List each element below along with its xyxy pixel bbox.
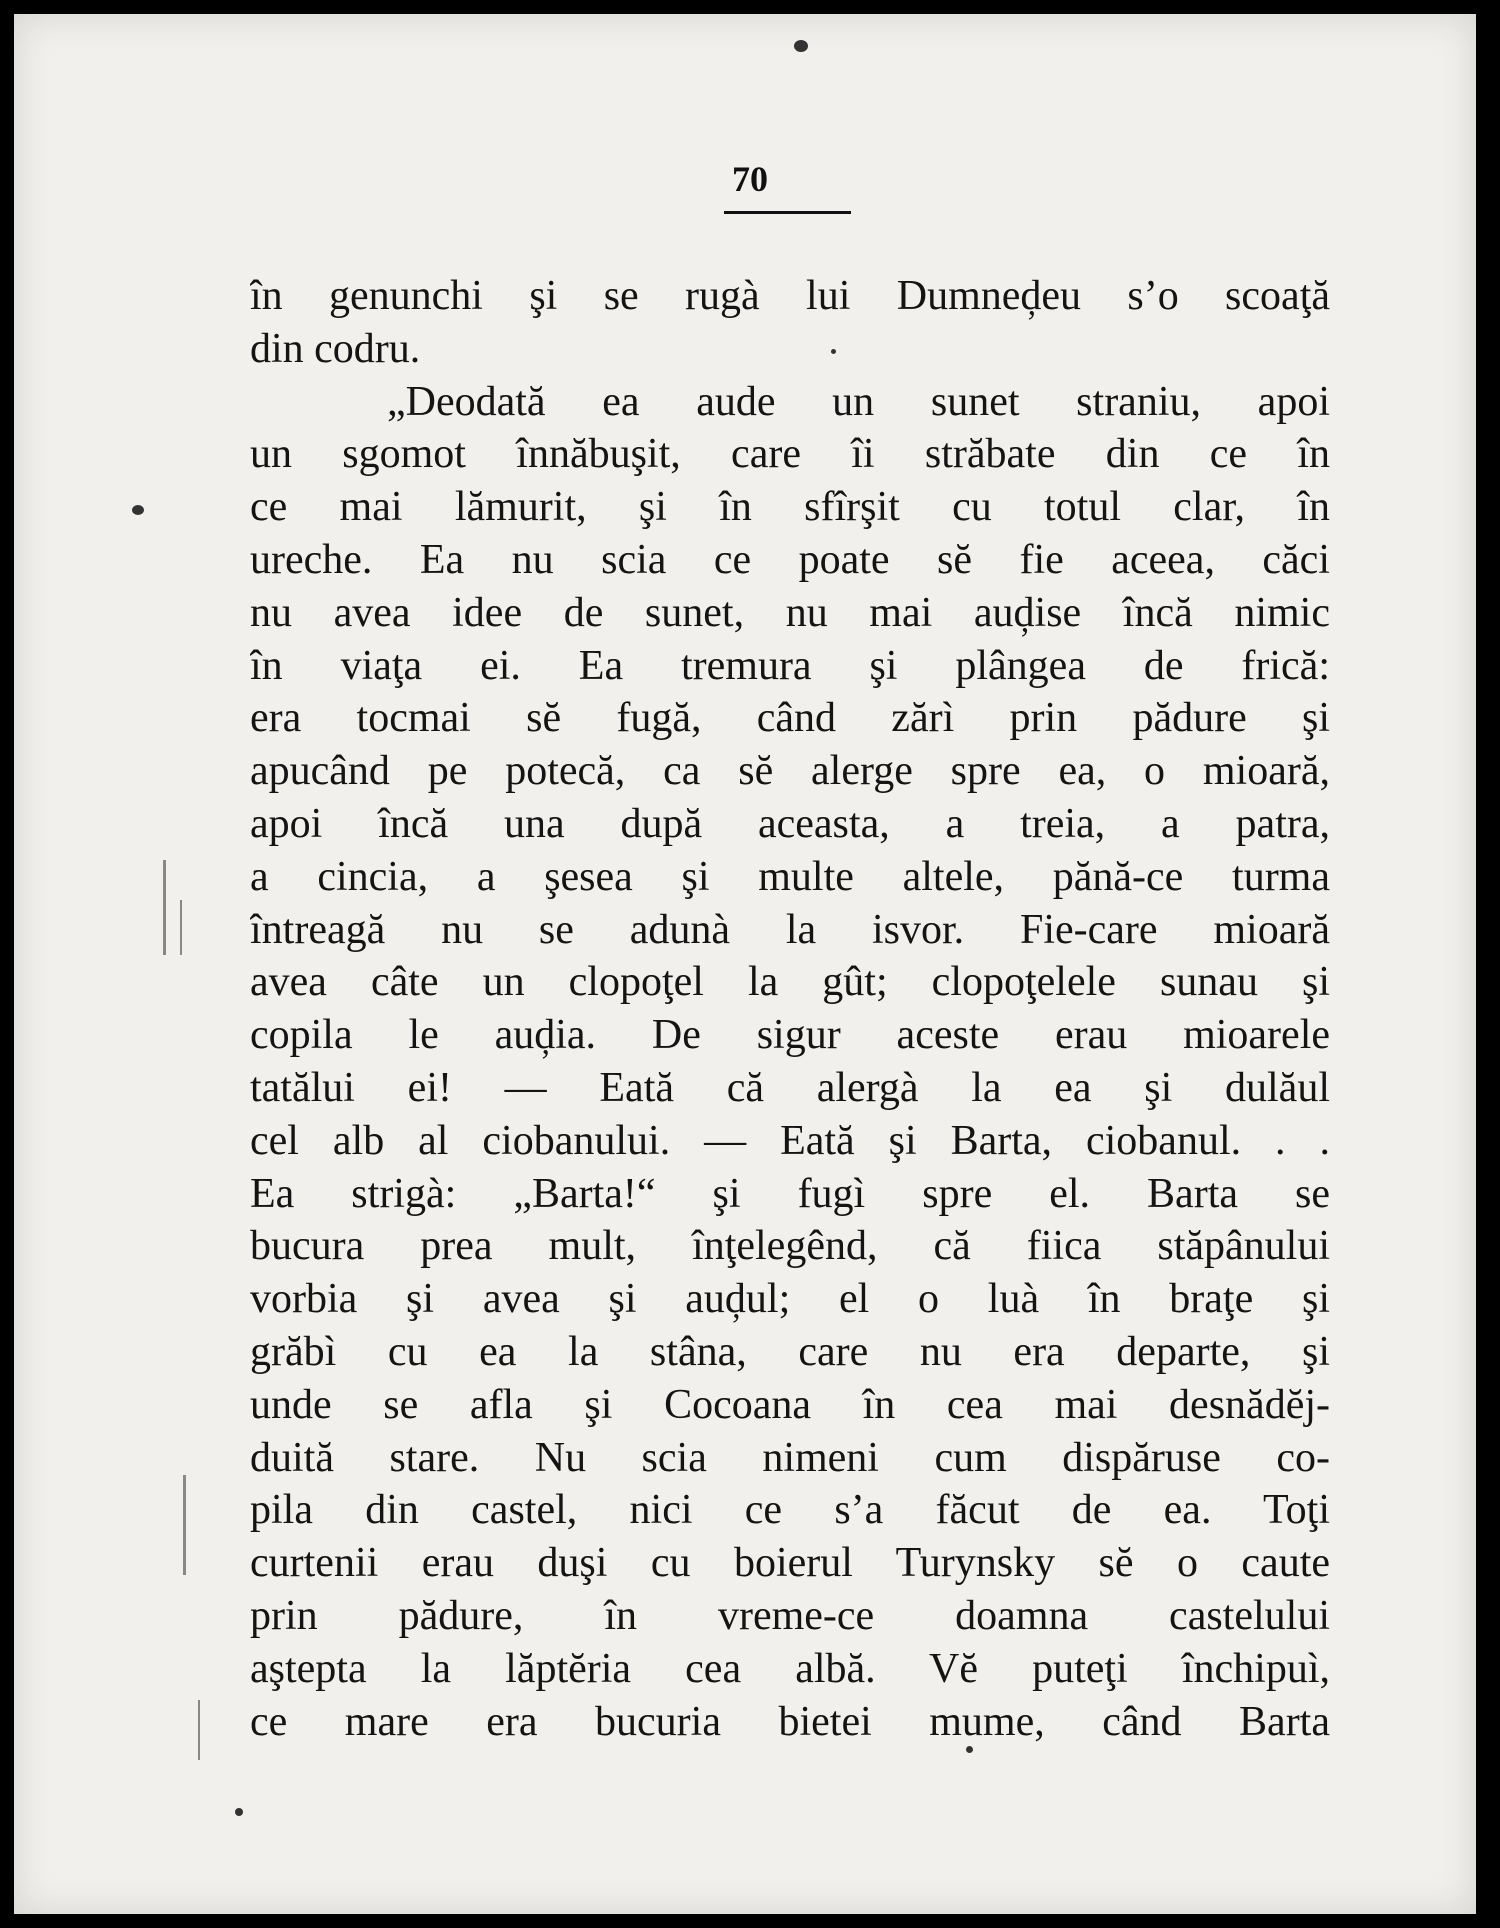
text-line: era tocmai sĕ fugă, când zărì prin pădure şi	[250, 695, 1330, 742]
text-line: tatălui ei! — Eată că alergà la ea şi dulăul	[250, 1064, 1330, 1111]
text-line: „Deodată ea aude un sunet straniu, apoi	[387, 378, 1330, 425]
margin-mark	[198, 1700, 200, 1760]
body-text	[250, 270, 1330, 1748]
margin-mark	[183, 1475, 186, 1575]
text-line: a cincia, a şesea şi multe altele, pănă-ce turma	[250, 853, 1330, 900]
margin-mark	[180, 900, 182, 955]
text-line: unde se afla şi Cocoana în cea mai desnădĕj-	[250, 1381, 1330, 1428]
text-line: Ea strigà: „Barta!“ şi fugì spre el. Barta se	[250, 1170, 1330, 1217]
text-line: aştepta la lăptĕria cea albă. Vĕ puteţi închipuì,	[250, 1645, 1330, 1692]
text-line: cel alb al ciobanului. — Eată şi Barta, ciobanul. . .	[250, 1117, 1330, 1164]
text-line: apoi încă una după aceasta, a treia, a patra,	[250, 800, 1330, 847]
text-line: avea câte un clopoţel la gût; clopoţelele sunau şi	[250, 959, 1330, 1006]
text-line: în viaţa ei. Ea tremura şi plângea de frică:	[250, 642, 1330, 689]
page-number-rule	[724, 211, 851, 214]
text-line: bucura prea mult, înţelegênd, că fiica stăpânului	[250, 1223, 1330, 1270]
text-line: apucând pe potecă, ca sĕ alerge spre ea, o mioară,	[250, 748, 1330, 795]
text-line: vorbia şi avea şi auḑul; el o luà în braţe şi	[250, 1276, 1330, 1323]
text-line: întreagă nu se adunà la isvor. Fie-care mioară	[250, 906, 1330, 953]
text-line: pila din castel, nici ce s’a făcut de ea. Toţi	[250, 1487, 1330, 1534]
text-line: duită stare. Nu scia nimeni cum dispăruse co-	[250, 1434, 1330, 1481]
text-line: un sgomot înnăbuşit, care îi străbate din ce în	[250, 431, 1330, 478]
page-number: 70	[732, 159, 768, 199]
ink-speck	[132, 505, 144, 515]
text-line: grăbì cu ea la stâna, care nu era departe, şi	[250, 1328, 1330, 1375]
text-line: curtenii erau duşi cu boierul Turynsky sĕ o caute	[250, 1540, 1330, 1587]
text-line: în genunchi şi se rugà lui Dumneḑeu s’o scoaţă	[250, 273, 1330, 319]
text-line: ce mare era bucuria bietei mume, când Barta	[250, 1698, 1330, 1745]
text-line: prin pădure, în vreme-ce doamna castelului	[250, 1592, 1330, 1639]
text-line: ureche. Ea nu scia ce poate sĕ fie aceea, căci	[250, 536, 1330, 583]
text-line: din codru.	[250, 325, 421, 372]
ink-speck	[235, 1808, 243, 1816]
text-line: copila le auḑia. De sigur aceste erau mioarele	[250, 1012, 1330, 1059]
text-line: ce mai lămurit, şi în sfîrşit cu totul clar, în	[250, 484, 1330, 531]
ink-speck	[794, 40, 808, 52]
margin-mark	[163, 860, 166, 955]
text-line: nu avea idee de sunet, nu mai auḑise încă nimic	[250, 589, 1330, 636]
